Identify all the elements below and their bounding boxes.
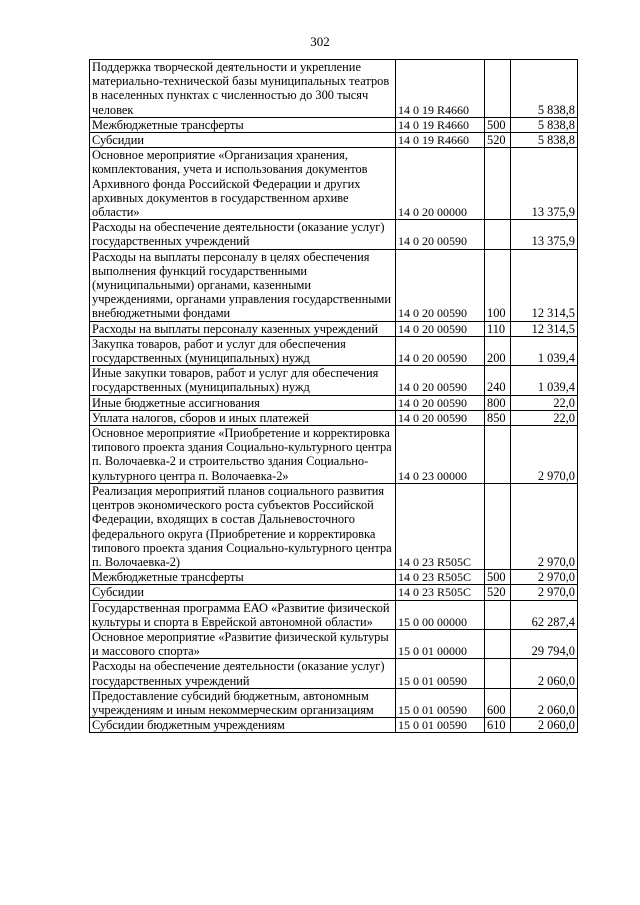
row-amount-cell: 12 314,5 bbox=[511, 249, 578, 321]
budget-table bbox=[89, 59, 578, 733]
row-expense-type-cell: 610 bbox=[485, 718, 511, 733]
row-expense-type-cell: 500 bbox=[485, 117, 511, 132]
row-amount-cell: 2 060,0 bbox=[511, 688, 578, 717]
row-code-cell: 14 0 19 R4660 bbox=[396, 117, 485, 132]
row-amount-cell: 5 838,8 bbox=[511, 133, 578, 148]
row-name-cell: Расходы на выплаты персоналу в целях обеспечения выполнения функций государственными (муниципальными) органами, казенными учреждениями, органами управления государственными внебюджетными фондами bbox=[90, 249, 396, 321]
table-row bbox=[90, 585, 578, 600]
table-row bbox=[90, 60, 578, 118]
row-expense-type-cell bbox=[485, 220, 511, 249]
table-row bbox=[90, 426, 578, 484]
row-code-cell: 15 0 01 00000 bbox=[396, 629, 485, 658]
row-amount-cell: 2 060,0 bbox=[511, 659, 578, 688]
row-amount-cell: 1 039,4 bbox=[511, 366, 578, 395]
row-amount-cell: 2 060,0 bbox=[511, 718, 578, 733]
row-code-cell: 14 0 19 R4660 bbox=[396, 60, 485, 118]
row-amount-cell: 13 375,9 bbox=[511, 220, 578, 249]
row-name-cell: Основное мероприятие «Организация хранения, комплектования, учета и использования документов Архивного фонда Российской Федерации и других архивных документов в государственном архиве области» bbox=[90, 148, 396, 220]
table-row bbox=[90, 718, 578, 733]
table-row bbox=[90, 570, 578, 585]
row-code-cell: 14 0 20 00000 bbox=[396, 148, 485, 220]
table-row bbox=[90, 483, 578, 569]
table-row bbox=[90, 336, 578, 365]
row-code-cell: 14 0 20 00590 bbox=[396, 220, 485, 249]
table-row bbox=[90, 117, 578, 132]
row-name-cell: Расходы на обеспечение деятельности (оказание услуг) государственных учреждений bbox=[90, 220, 396, 249]
row-name-cell: Закупка товаров, работ и услуг для обеспечения государственных (муниципальных) нужд bbox=[90, 336, 396, 365]
row-code-cell: 15 0 01 00590 bbox=[396, 659, 485, 688]
row-name-cell: Реализация мероприятий планов социального развития центров экономического роста субъектов Российской Федерации, входящих в состав Дальневосточного федерального округа (Приобретение и корректировка типового проекта здания Социально-культурного центра п. Волочаевка-2) bbox=[90, 483, 396, 569]
row-expense-type-cell: 520 bbox=[485, 133, 511, 148]
row-code-cell: 15 0 01 00590 bbox=[396, 688, 485, 717]
row-name-cell: Основное мероприятие «Приобретение и корректировка типового проекта здания Социально-культурного центра п. Волочаевка-2 и строительство здания Социально-культурного центра п. Волочаевка-2» bbox=[90, 426, 396, 484]
row-name-cell: Иные закупки товаров, работ и услуг для обеспечения государственных (муниципальных) нужд bbox=[90, 366, 396, 395]
row-expense-type-cell: 240 bbox=[485, 366, 511, 395]
row-code-cell: 14 0 20 00590 bbox=[396, 366, 485, 395]
row-name-cell: Государственная программа ЕАО «Развитие физической культуры и спорта в Еврейской автономной области» bbox=[90, 600, 396, 629]
row-name-cell: Субсидии bbox=[90, 585, 396, 600]
row-code-cell: 14 0 23 R505С bbox=[396, 585, 485, 600]
row-amount-cell: 2 970,0 bbox=[511, 585, 578, 600]
budget-table-body bbox=[90, 60, 578, 733]
row-name-cell: Расходы на обеспечение деятельности (оказание услуг) государственных учреждений bbox=[90, 659, 396, 688]
row-amount-cell: 29 794,0 bbox=[511, 629, 578, 658]
row-expense-type-cell: 850 bbox=[485, 410, 511, 425]
row-code-cell: 15 0 01 00590 bbox=[396, 718, 485, 733]
row-code-cell: 14 0 23 00000 bbox=[396, 426, 485, 484]
row-amount-cell: 62 287,4 bbox=[511, 600, 578, 629]
row-name-cell: Межбюджетные трансферты bbox=[90, 570, 396, 585]
row-expense-type-cell bbox=[485, 148, 511, 220]
table-row bbox=[90, 321, 578, 336]
table-row bbox=[90, 600, 578, 629]
row-code-cell: 14 0 20 00590 bbox=[396, 336, 485, 365]
row-amount-cell: 22,0 bbox=[511, 410, 578, 425]
table-row bbox=[90, 148, 578, 220]
row-code-cell: 14 0 20 00590 bbox=[396, 321, 485, 336]
row-code-cell: 14 0 19 R4660 bbox=[396, 133, 485, 148]
row-code-cell: 14 0 20 00590 bbox=[396, 249, 485, 321]
row-name-cell: Субсидии бюджетным учреждениям bbox=[90, 718, 396, 733]
row-amount-cell: 12 314,5 bbox=[511, 321, 578, 336]
row-name-cell: Субсидии bbox=[90, 133, 396, 148]
table-row bbox=[90, 220, 578, 249]
row-code-cell: 14 0 23 R505С bbox=[396, 570, 485, 585]
row-name-cell: Основное мероприятие «Развитие физической культуры и массового спорта» bbox=[90, 629, 396, 658]
row-expense-type-cell: 110 bbox=[485, 321, 511, 336]
table-row bbox=[90, 688, 578, 717]
row-name-cell: Предоставление субсидий бюджетным, автономным учреждениям и иным некоммерческим организациям bbox=[90, 688, 396, 717]
row-code-cell: 15 0 00 00000 bbox=[396, 600, 485, 629]
table-row bbox=[90, 395, 578, 410]
row-amount-cell: 13 375,9 bbox=[511, 148, 578, 220]
row-expense-type-cell bbox=[485, 600, 511, 629]
row-expense-type-cell: 200 bbox=[485, 336, 511, 365]
row-name-cell: Расходы на выплаты персоналу казенных учреждений bbox=[90, 321, 396, 336]
row-name-cell: Иные бюджетные ассигнования bbox=[90, 395, 396, 410]
row-amount-cell: 5 838,8 bbox=[511, 117, 578, 132]
row-code-cell: 14 0 23 R505С bbox=[396, 483, 485, 569]
row-amount-cell: 2 970,0 bbox=[511, 426, 578, 484]
table-row bbox=[90, 629, 578, 658]
row-name-cell: Уплата налогов, сборов и иных платежей bbox=[90, 410, 396, 425]
row-expense-type-cell bbox=[485, 483, 511, 569]
row-amount-cell: 2 970,0 bbox=[511, 483, 578, 569]
row-expense-type-cell bbox=[485, 426, 511, 484]
row-amount-cell: 5 838,8 bbox=[511, 60, 578, 118]
page-number: 302 bbox=[310, 34, 330, 49]
table-row bbox=[90, 410, 578, 425]
row-name-cell: Поддержка творческой деятельности и укрепление материально-технической базы муниципальных театров в населенных пунктах с численностью до 300 тысяч человек bbox=[90, 60, 396, 118]
row-expense-type-cell bbox=[485, 629, 511, 658]
row-expense-type-cell: 800 bbox=[485, 395, 511, 410]
row-amount-cell: 1 039,4 bbox=[511, 336, 578, 365]
row-expense-type-cell: 520 bbox=[485, 585, 511, 600]
row-amount-cell: 22,0 bbox=[511, 395, 578, 410]
table-row bbox=[90, 133, 578, 148]
row-expense-type-cell bbox=[485, 60, 511, 118]
row-name-cell: Межбюджетные трансферты bbox=[90, 117, 396, 132]
row-expense-type-cell: 600 bbox=[485, 688, 511, 717]
row-code-cell: 14 0 20 00590 bbox=[396, 395, 485, 410]
row-expense-type-cell: 100 bbox=[485, 249, 511, 321]
table-row bbox=[90, 249, 578, 321]
row-expense-type-cell: 500 bbox=[485, 570, 511, 585]
row-expense-type-cell bbox=[485, 659, 511, 688]
row-code-cell: 14 0 20 00590 bbox=[396, 410, 485, 425]
table-row bbox=[90, 659, 578, 688]
table-row bbox=[90, 366, 578, 395]
row-amount-cell: 2 970,0 bbox=[511, 570, 578, 585]
